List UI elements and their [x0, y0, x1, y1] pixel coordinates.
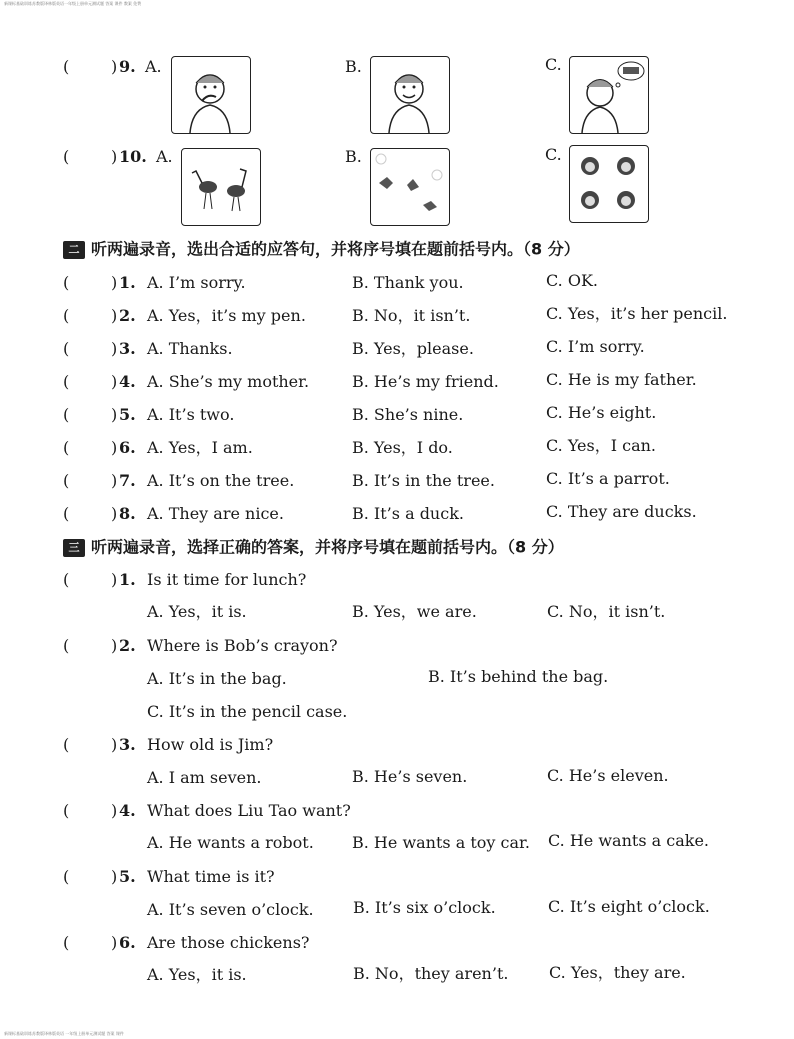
option-b: B. He wants a toy car.	[352, 833, 530, 852]
monkeys-icon[interactable]	[569, 145, 649, 223]
option-c: C. It’s eight o’clock.	[548, 897, 710, 916]
section-3-title-text: 听两遍录音，选择正确的答案，并将序号填在题前括号内。（8 分）	[91, 537, 564, 557]
question-text: Is it time for lunch?	[147, 570, 307, 589]
question-number: 10.	[119, 147, 147, 166]
header-note: 新课标基础训练苏教版译林版英语一年级上册单元测试题 答案 课件 教案 免费	[4, 1, 142, 6]
option-b: B. Yes，we are.	[352, 602, 477, 621]
option-b: B. Yes，I do.	[352, 438, 453, 457]
section-badge: 二	[63, 241, 85, 259]
question-number: 1.	[119, 570, 136, 589]
birds-icon[interactable]	[181, 148, 261, 226]
option-c: C. I’m sorry.	[546, 337, 645, 356]
option-a: A. It’s seven o’clock.	[147, 900, 314, 919]
option-c: C. They are ducks.	[546, 502, 697, 521]
question-number: 8.	[119, 504, 136, 523]
option-a: A. It’s in the bag.	[147, 669, 287, 688]
boy-coughing-icon[interactable]	[171, 56, 251, 134]
question-number: 9.	[119, 57, 136, 76]
option-a: A. He wants a robot.	[147, 833, 314, 852]
question-number: 5.	[119, 867, 136, 886]
question-number: 6.	[119, 438, 136, 457]
option-b: B. He’s my friend.	[352, 372, 499, 391]
option-a: A. It’s two.	[147, 405, 235, 424]
option-c: C. No，it isn’t.	[547, 602, 666, 621]
question-number: 2.	[119, 636, 136, 655]
option-c-label: C.	[545, 55, 562, 74]
question-text: What does Liu Tao want?	[147, 801, 351, 820]
option-b: B. It’s in the tree.	[352, 471, 495, 490]
question-text: Are those chickens?	[147, 933, 310, 952]
option-b: B. No，they aren’t.	[353, 964, 509, 983]
question-number: 3.	[119, 339, 136, 358]
option-c: C. It’s in the pencil case.	[147, 702, 348, 721]
option-b: B. He’s seven.	[352, 767, 468, 786]
option-a: A. Yes，it is.	[147, 602, 247, 621]
question-number: 3.	[119, 735, 136, 754]
section-2-title-text: 听两遍录音，选出合适的应答句，并将序号填在题前括号内。（8 分）	[91, 239, 580, 259]
option-b: B. Yes，please.	[352, 339, 474, 358]
section-3-title	[63, 536, 564, 559]
question-text: What time is it?	[147, 867, 275, 886]
option-b-label: B.	[345, 147, 362, 166]
option-c: C. Yes，I can.	[546, 436, 656, 455]
option-c: C. He’s eight.	[546, 403, 657, 422]
question-number: 4.	[119, 372, 136, 391]
option-c: C. He wants a cake.	[548, 831, 709, 850]
question-number: 7.	[119, 471, 136, 490]
option-c-label: C.	[545, 145, 562, 164]
option-b: B. She’s nine.	[352, 405, 464, 424]
option-b: B. It’s a duck.	[352, 504, 464, 523]
question-number: 1.	[119, 273, 136, 292]
option-c: C. It’s a parrot.	[546, 469, 670, 488]
footer-note: 新课标基础训练苏教版译林版英语 一年级上册单元测试题 答案 课件	[4, 1031, 124, 1036]
option-a: A. They are nice.	[147, 504, 284, 523]
question-text: Where is Bob’s crayon?	[147, 636, 338, 655]
option-a: A. Yes，I am.	[147, 438, 253, 457]
option-a-label: A.	[145, 57, 162, 76]
option-c: C. OK.	[546, 271, 598, 290]
question-number: 6.	[119, 933, 136, 952]
option-b: B. It’s six o’clock.	[353, 898, 496, 917]
option-b: B. No，it isn’t.	[352, 306, 471, 325]
option-c: C. He is my father.	[546, 370, 697, 389]
question-number: 4.	[119, 801, 136, 820]
section-2-title	[63, 238, 580, 261]
question-number: 5.	[119, 405, 136, 424]
option-a: A. It’s on the tree.	[147, 471, 295, 490]
question-number: 2.	[119, 306, 136, 325]
option-b: B. Thank you.	[352, 273, 464, 292]
butterflies-icon[interactable]	[370, 148, 450, 226]
section-badge: 三	[63, 539, 85, 557]
boy-thinking-of-cake-icon[interactable]	[569, 56, 649, 134]
boy-smiling-icon[interactable]	[370, 56, 450, 134]
option-a: A. I am seven.	[147, 768, 262, 787]
option-a: A. Yes，it is.	[147, 965, 247, 984]
question-text: How old is Jim?	[147, 735, 274, 754]
option-a: A. She’s my mother.	[147, 372, 310, 391]
option-c: C. Yes，it’s her pencil.	[546, 304, 728, 323]
option-a: A. I’m sorry.	[147, 273, 246, 292]
option-a: A. Thanks.	[147, 339, 233, 358]
option-b: B. It’s behind the bag.	[428, 667, 609, 686]
option-a-label: A.	[156, 147, 173, 166]
option-c: C. Yes，they are.	[549, 963, 686, 982]
option-a: A. Yes，it’s my pen.	[147, 306, 306, 325]
option-c: C. He’s eleven.	[547, 766, 669, 785]
option-b-label: B.	[345, 57, 362, 76]
